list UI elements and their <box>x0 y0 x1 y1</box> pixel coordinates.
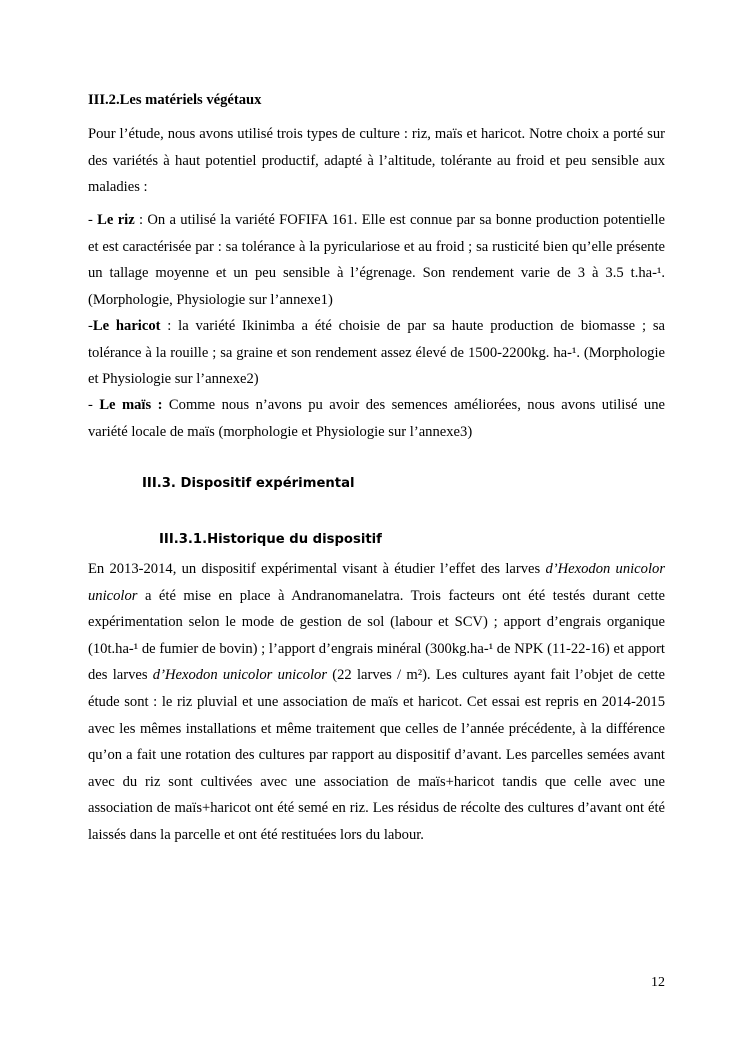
riz-prefix: - <box>88 212 98 228</box>
haricot-text: : la variété Ikinimba a été choisie de par sa haute production de biomasse ; sa tolérance à la rouille ; sa graine et son rendement assez élevé de 1500-2200kg. ha-¹. (Morphologie et Physiologie sur l’annexe2) <box>88 318 665 388</box>
mais-text: Comme nous n’avons pu avoir des semences améliorées, nous avons utilisé une variété locale de maïs (morphologie et Physiologie sur l’annexe3) <box>88 397 665 440</box>
paragraph-historique <box>88 556 665 849</box>
paragraph-haricot <box>88 313 665 393</box>
paragraph-riz <box>88 207 665 313</box>
species-name-1: d’Hexodon unicolor unicolor <box>88 561 665 604</box>
riz-text: : On a utilisé la variété FOFIFA 161. Elle est connue par sa bonne production potentielle et est caractérisée par : sa tolérance à la pyriculariose et au froid ; sa rusticité bien qu’elle présente un tallage moyenne et un peu sensible à l’égrenage. Son rendement varie de 3 à 3.5 t.ha-¹. (Morphologie, Physiologie sur l’annexe1) <box>88 212 665 308</box>
historique-text-2: a été mise en place à Andranomanelatra. Trois facteurs ont été testés durant cette expérimentation selon le mode de gestion de sol (labour et SCV) ; apport d’engrais organique (10t.ha-¹ de fumier de bovin) ; l’apport d’engrais minéral (300kg.ha-¹ de NPK (11-22-16) et apport des larves <box>88 587 665 684</box>
haricot-label: Le haricot <box>92 318 161 334</box>
riz-label: Le riz <box>97 212 135 228</box>
section-heading-dispositif: III.3. Dispositif expérimental <box>142 476 355 491</box>
mais-prefix: - <box>88 397 100 413</box>
historique-text-3: (22 larves / m²). Les cultures ayant fait l’objet de cette étude sont : le riz pluvial et une association de maïs et haricot. Cet essai est repris en 2014-2015 avec les mêmes installations et même traitement que celles de l’année précédente, à la différence qu’on a fait une rotation des cultures par rapport au dispositif d’avant. Les parcelles semées avant avec du riz sont cultivées avec une association de maïs+haricot tandis que celle avec une association de maïs+haricot ont été semé en riz. Les résidus de récolte des cultures d’avant ont été laissés dans la parcelle et ont été restituées lors du labour. <box>88 667 666 843</box>
page-number: 12 <box>651 975 665 990</box>
paragraph-mais <box>88 392 665 445</box>
species-name-2: d’Hexodon unicolor unicolor <box>152 667 328 684</box>
paragraph-intro: Pour l’étude, nous avons utilisé trois types de culture : riz, maïs et haricot. Notre choix a porté sur des variétés à haut potentiel productif, adapté à l’altitude, tolérante au froid et peu sensible aux maladies : <box>88 126 665 196</box>
section-heading-historique: III.3.1.Historique du dispositif <box>159 532 382 547</box>
mais-label: Le maïs : <box>99 397 163 413</box>
haricot-prefix: - <box>88 318 93 334</box>
section-heading-materiels-vegetaux: III.2.Les matériels végétaux <box>88 92 262 108</box>
historique-text-1: En 2013-2014, un dispositif expérimental visant à étudier l’effet des larves <box>88 561 546 577</box>
